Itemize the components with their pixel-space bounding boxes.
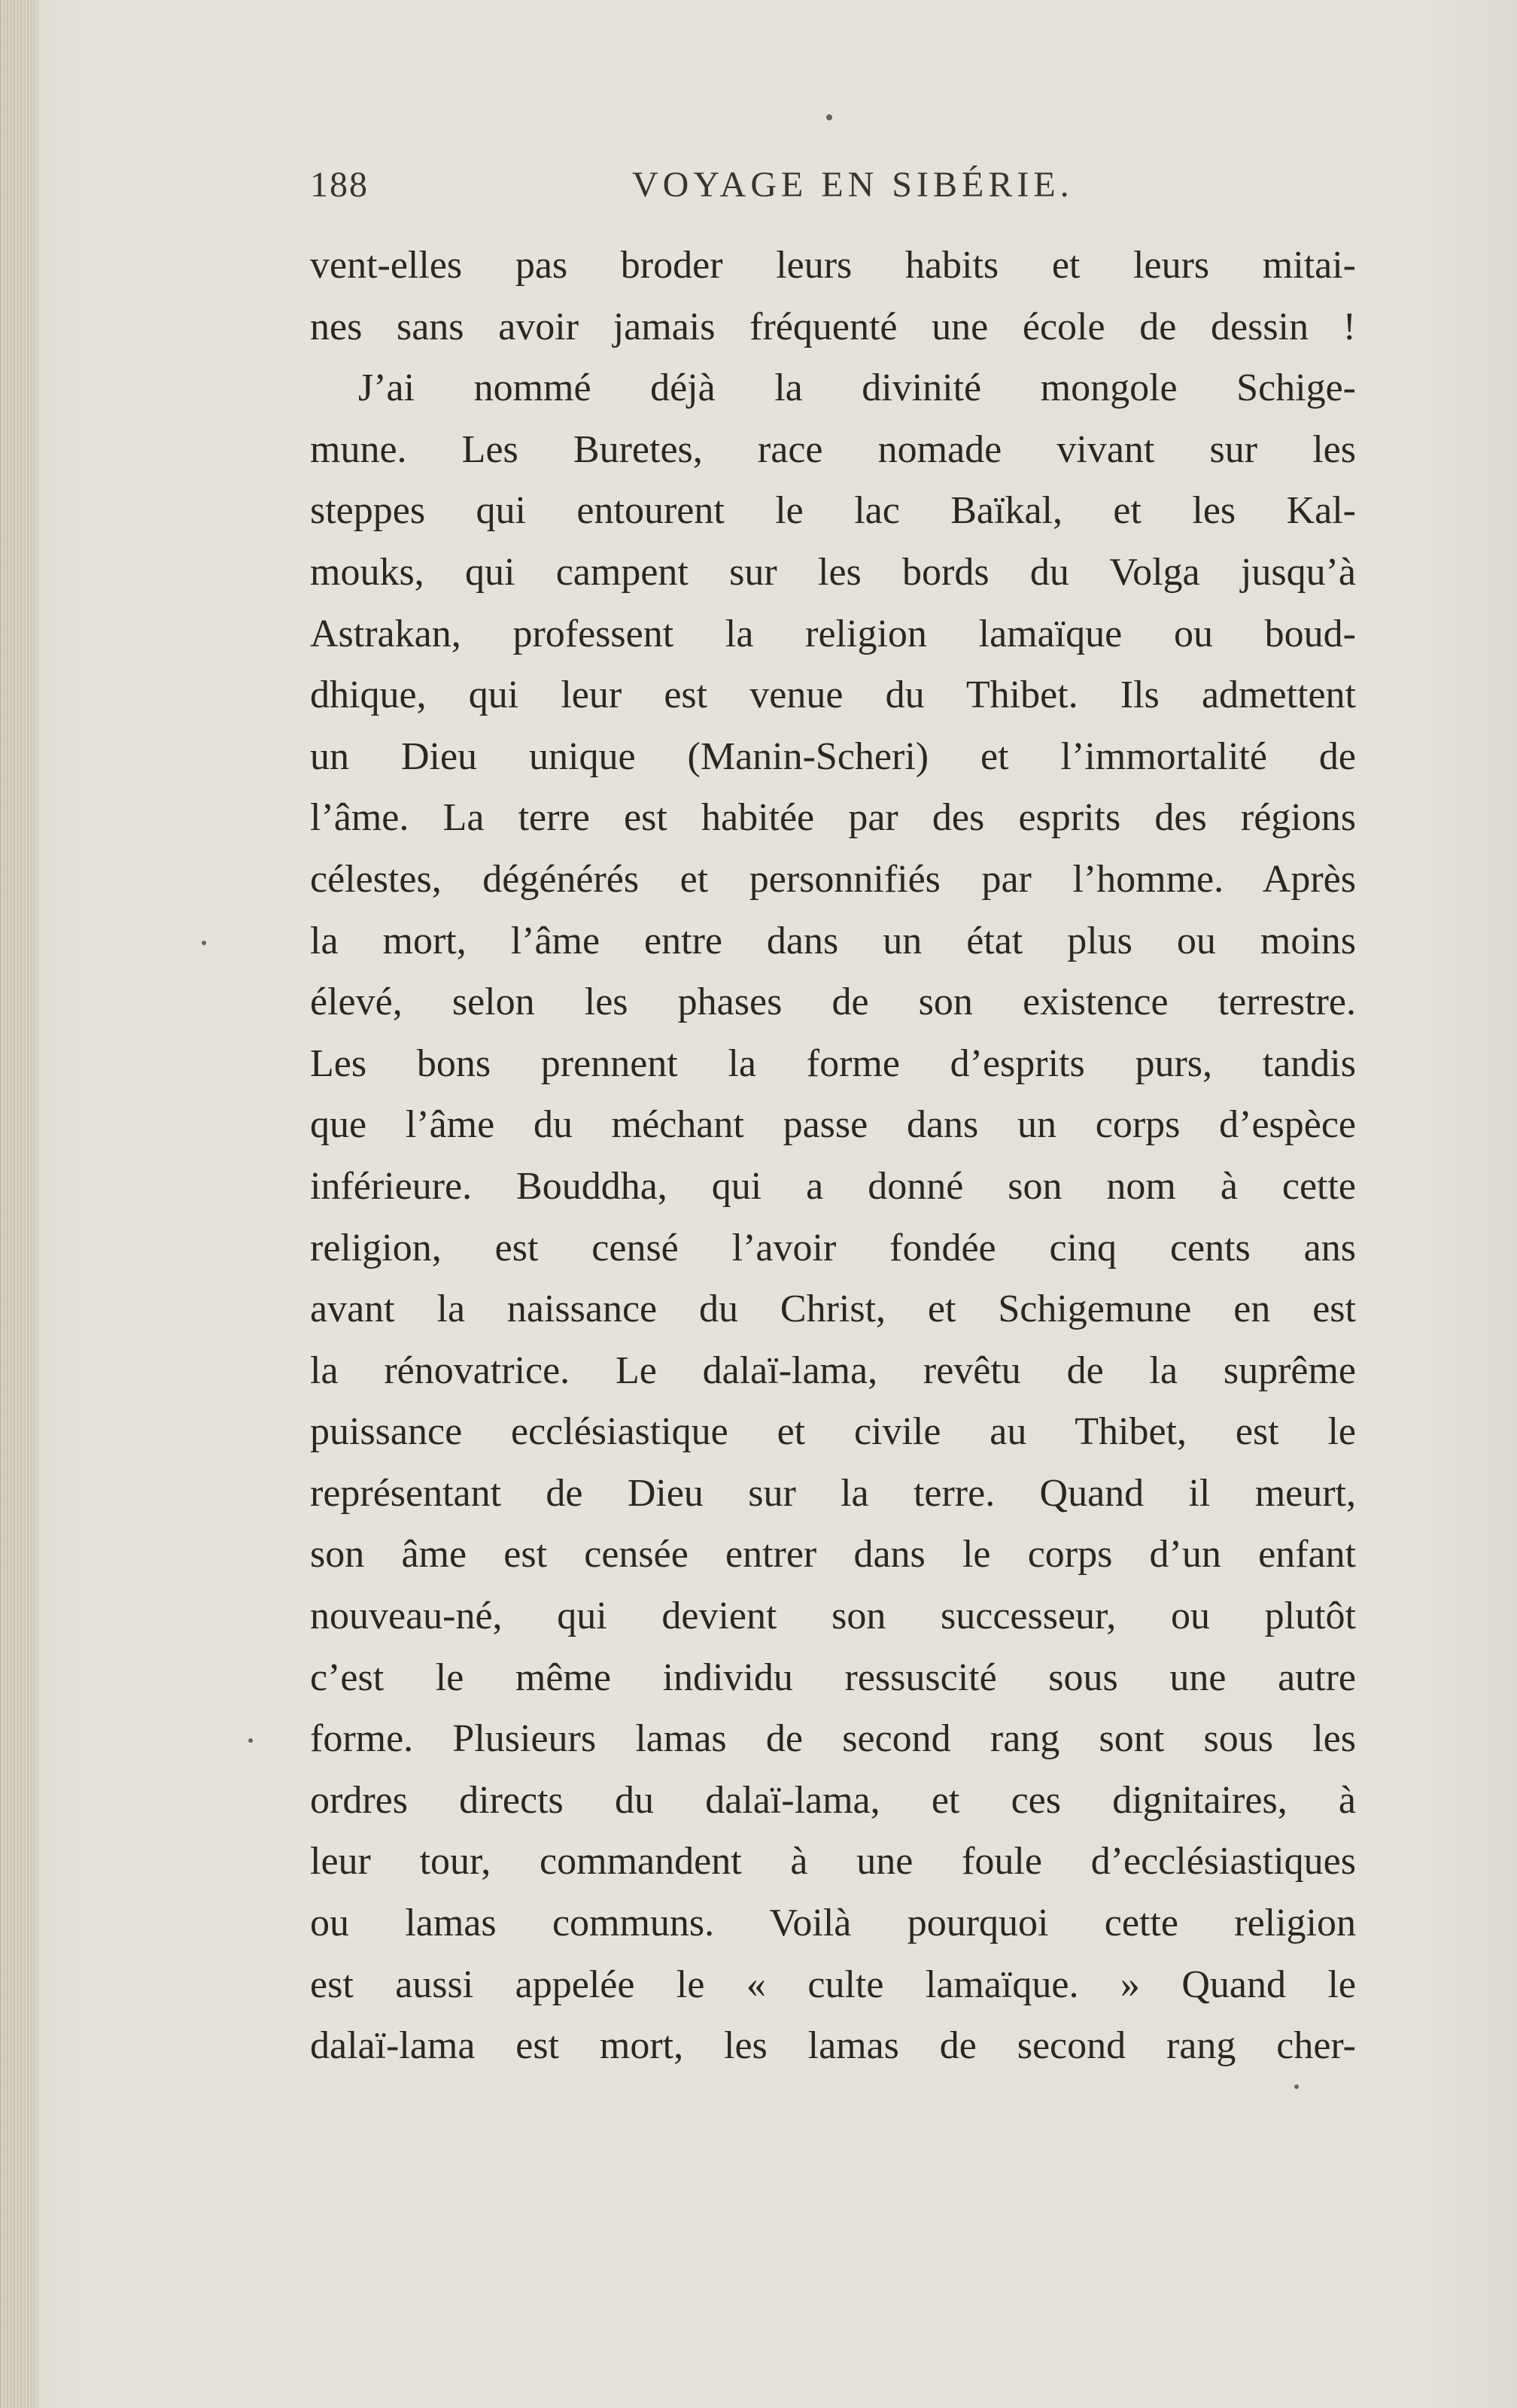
text-line: Les bons prennent la forme d’esprits purs, tandis [310, 1041, 1356, 1085]
text-line: mune. Les Buretes, race nomade vivant sur les [310, 427, 1356, 471]
paper-speck [1294, 2084, 1299, 2089]
text-line: que l’âme du méchant passe dans un corps d’espèce [310, 1103, 1356, 1147]
binding-edge [35, 0, 39, 2408]
text-line: forme. Plusieurs lamas de second rang sont sous les [310, 1717, 1356, 1761]
text-line: puissance ecclésiastique et civile au Thibet, est le [310, 1410, 1356, 1454]
text-line: Astrakan, professent la religion lamaïque ou boud- [310, 612, 1356, 655]
text-line: inférieure. Bouddha, qui a donné son nom à cette [310, 1164, 1356, 1208]
page-header [310, 164, 1363, 209]
text-line: religion, est censé l’avoir fondée cinq cents ans [310, 1226, 1356, 1269]
text-line: dalaï-lama est mort, les lamas de second rang cher- [310, 2024, 1356, 2068]
text-line: élevé, selon les phases de son existence terrestre. [310, 981, 1356, 1024]
text-line: représentant de Dieu sur la terre. Quand il meurt, [310, 1471, 1356, 1515]
book-binding [0, 0, 35, 2408]
text-line: steppes qui entourent le lac Baïkal, et les Kal- [310, 489, 1356, 533]
running-title: VOYAGE EN SIBÉRIE. [632, 165, 1074, 205]
text-line: est aussi appelée le « culte lamaïque. » Quand le [310, 1963, 1356, 2006]
text-line: ou lamas communs. Voilà pourquoi cette religion [310, 1902, 1356, 1945]
text-line: nouveau-né, qui devient son successeur, ou plutôt [310, 1595, 1356, 1638]
paper-speck [248, 1738, 253, 1743]
text-line: mouks, qui campent sur les bords du Volga jusqu’à [310, 550, 1356, 594]
text-line: un Dieu unique (Manin-Scheri) et l’immortalité de [310, 734, 1356, 778]
text-line: J’ai nommé déjà la divinité mongole Schige- [358, 366, 1356, 410]
body-text [310, 235, 1356, 2086]
text-line: nes sans avoir jamais fréquenté une école de dessin ! [310, 305, 1356, 348]
text-line: vent-elles pas broder leurs habits et leurs mitai- [310, 244, 1356, 287]
text-line: ordres directs du dalaï-lama, et ces dignitaires, à [310, 1778, 1356, 1822]
paper-speck [826, 114, 832, 120]
text-line: son âme est censée entrer dans le corps d’un enfant [310, 1533, 1356, 1576]
text-line: avant la naissance du Christ, et Schigemune en est [310, 1288, 1356, 1331]
text-line: l’âme. La terre est habitée par des esprits des régions [310, 796, 1356, 840]
page-number: 188 [310, 165, 369, 205]
text-line: la mort, l’âme entre dans un état plus ou moins [310, 919, 1356, 962]
text-line: leur tour, commandent à une foule d’ecclésiastiques [310, 1840, 1356, 1884]
text-line: c’est le même individu ressuscité sous une autre [310, 1655, 1356, 1699]
text-line: la rénovatrice. Le dalaï-lama, revêtu de la suprême [310, 1348, 1356, 1392]
paper-speck [202, 941, 206, 945]
text-line: célestes, dégénérés et personnifiés par l’homme. Après [310, 857, 1356, 901]
text-line: dhique, qui leur est venue du Thibet. Ils admettent [310, 673, 1356, 717]
